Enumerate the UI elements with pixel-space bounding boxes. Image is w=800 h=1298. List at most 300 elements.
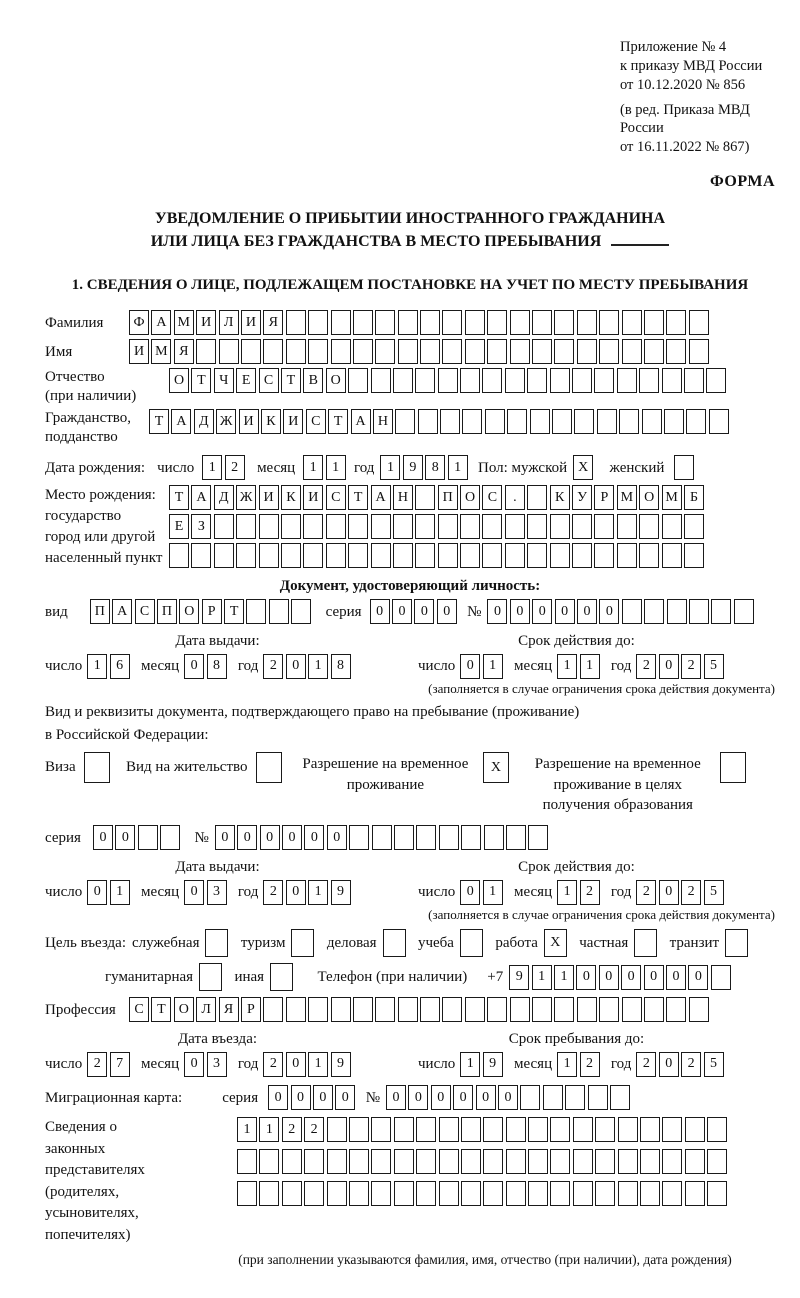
form-cell[interactable] <box>371 543 391 568</box>
form-cell[interactable] <box>554 997 574 1022</box>
form-cell[interactable] <box>684 368 704 393</box>
form-cell[interactable] <box>482 543 502 568</box>
form-cell[interactable]: И <box>259 485 279 510</box>
form-cell[interactable] <box>706 368 726 393</box>
form-cell[interactable]: 0 <box>599 599 619 624</box>
rvp-education-checkbox[interactable] <box>720 752 748 783</box>
permit-series-boxes[interactable] <box>93 825 183 850</box>
form-cell[interactable]: 2 <box>580 1052 600 1077</box>
form-cell[interactable]: 0 <box>87 880 107 905</box>
form-cell[interactable]: 0 <box>599 965 619 990</box>
form-cell[interactable] <box>440 409 460 434</box>
form-cell[interactable] <box>642 409 662 434</box>
form-cell[interactable]: Т <box>151 997 171 1022</box>
form-cell[interactable]: X <box>544 929 567 957</box>
form-cell[interactable] <box>599 310 619 335</box>
form-cell[interactable]: 0 <box>460 654 480 679</box>
form-cell[interactable]: 3 <box>207 880 227 905</box>
form-cell[interactable]: Т <box>149 409 169 434</box>
form-cell[interactable]: К <box>281 485 301 510</box>
form-cell[interactable]: М <box>151 339 171 364</box>
form-cell[interactable] <box>505 368 525 393</box>
form-cell[interactable]: Н <box>393 485 413 510</box>
form-cell[interactable] <box>634 929 657 957</box>
form-cell[interactable] <box>416 1181 436 1206</box>
form-cell[interactable] <box>622 310 642 335</box>
form-cell[interactable] <box>662 1181 682 1206</box>
form-cell[interactable] <box>639 368 659 393</box>
form-cell[interactable]: 0 <box>291 1085 311 1110</box>
form-cell[interactable] <box>644 310 664 335</box>
entry-month-boxes[interactable] <box>184 1052 229 1077</box>
form-cell[interactable] <box>331 310 351 335</box>
form-cell[interactable] <box>303 543 323 568</box>
form-cell[interactable] <box>666 339 686 364</box>
form-cell[interactable] <box>308 310 328 335</box>
form-cell[interactable] <box>304 1181 324 1206</box>
form-cell[interactable]: Т <box>348 485 368 510</box>
form-cell[interactable]: И <box>129 339 149 364</box>
form-cell[interactable]: 0 <box>184 1052 204 1077</box>
form-cell[interactable] <box>84 752 110 783</box>
form-cell[interactable] <box>442 997 462 1022</box>
form-cell[interactable]: Я <box>174 339 194 364</box>
form-cell[interactable] <box>461 1117 481 1142</box>
form-cell[interactable] <box>259 1149 279 1174</box>
name-boxes[interactable] <box>129 339 711 364</box>
form-cell[interactable]: Д <box>214 485 234 510</box>
form-cell[interactable] <box>282 1149 302 1174</box>
stay-day-boxes[interactable] <box>460 1052 505 1077</box>
form-cell[interactable]: 1 <box>380 455 400 480</box>
form-cell[interactable] <box>618 1117 638 1142</box>
form-cell[interactable]: 0 <box>304 825 324 850</box>
form-cell[interactable] <box>720 752 746 783</box>
form-cell[interactable] <box>418 409 438 434</box>
form-cell[interactable] <box>308 339 328 364</box>
form-cell[interactable]: 2 <box>225 455 245 480</box>
phone-boxes[interactable] <box>509 965 733 990</box>
form-cell[interactable] <box>286 310 306 335</box>
form-cell[interactable]: Е <box>236 368 256 393</box>
form-cell[interactable] <box>439 1181 459 1206</box>
form-cell[interactable] <box>505 514 525 539</box>
form-cell[interactable]: . <box>505 485 525 510</box>
form-cell[interactable] <box>461 825 481 850</box>
form-cell[interactable] <box>371 1117 391 1142</box>
form-cell[interactable] <box>353 310 373 335</box>
form-cell[interactable]: С <box>259 368 279 393</box>
form-cell[interactable] <box>711 599 731 624</box>
form-cell[interactable] <box>554 339 574 364</box>
form-cell[interactable] <box>438 514 458 539</box>
purpose-humanitarian-checkbox[interactable] <box>199 963 224 991</box>
form-cell[interactable]: 9 <box>509 965 529 990</box>
form-cell[interactable] <box>684 514 704 539</box>
form-cell[interactable]: 1 <box>448 455 468 480</box>
form-cell[interactable]: 0 <box>268 1085 288 1110</box>
form-cell[interactable]: Р <box>202 599 222 624</box>
form-cell[interactable] <box>664 409 684 434</box>
form-cell[interactable] <box>439 825 459 850</box>
form-cell[interactable]: 0 <box>576 965 596 990</box>
form-cell[interactable] <box>327 1149 347 1174</box>
birthplace-row1-boxes[interactable] <box>169 485 706 510</box>
form-cell[interactable]: 1 <box>308 880 328 905</box>
form-cell[interactable] <box>667 599 687 624</box>
form-cell[interactable]: 0 <box>184 654 204 679</box>
form-cell[interactable]: Д <box>194 409 214 434</box>
form-cell[interactable] <box>709 409 729 434</box>
form-cell[interactable]: 2 <box>263 880 283 905</box>
form-cell[interactable]: Я <box>219 997 239 1022</box>
form-cell[interactable] <box>662 543 682 568</box>
purpose-tourism-checkbox[interactable] <box>291 929 316 957</box>
legal-reps-row3-boxes[interactable] <box>237 1181 730 1206</box>
form-cell[interactable] <box>573 1149 593 1174</box>
form-cell[interactable] <box>599 997 619 1022</box>
form-cell[interactable] <box>372 825 392 850</box>
form-cell[interactable]: К <box>261 409 281 434</box>
surname-boxes[interactable] <box>129 310 711 335</box>
form-cell[interactable] <box>236 514 256 539</box>
form-cell[interactable]: Ж <box>236 485 256 510</box>
doc-valid-month-boxes[interactable] <box>557 654 602 679</box>
form-cell[interactable] <box>622 599 642 624</box>
form-cell[interactable] <box>420 339 440 364</box>
form-cell[interactable]: 0 <box>115 825 135 850</box>
form-cell[interactable]: 0 <box>286 1052 306 1077</box>
form-cell[interactable] <box>394 1149 414 1174</box>
form-cell[interactable]: 2 <box>636 654 656 679</box>
form-cell[interactable] <box>383 929 406 957</box>
form-cell[interactable] <box>326 543 346 568</box>
form-cell[interactable]: 0 <box>386 1085 406 1110</box>
form-cell[interactable]: 0 <box>510 599 530 624</box>
form-cell[interactable] <box>572 543 592 568</box>
form-cell[interactable] <box>617 368 637 393</box>
form-cell[interactable] <box>689 599 709 624</box>
form-cell[interactable] <box>577 310 597 335</box>
form-cell[interactable]: 3 <box>207 1052 227 1077</box>
form-cell[interactable] <box>303 514 323 539</box>
form-cell[interactable]: П <box>157 599 177 624</box>
stay-year-boxes[interactable] <box>636 1052 726 1077</box>
form-cell[interactable]: 0 <box>621 965 641 990</box>
form-cell[interactable]: 2 <box>282 1117 302 1142</box>
form-cell[interactable] <box>308 997 328 1022</box>
form-cell[interactable] <box>640 1181 660 1206</box>
form-cell[interactable] <box>331 997 351 1022</box>
form-cell[interactable]: 2 <box>263 1052 283 1077</box>
form-cell[interactable] <box>439 1149 459 1174</box>
form-cell[interactable] <box>662 514 682 539</box>
form-cell[interactable]: 0 <box>460 880 480 905</box>
citizenship-boxes[interactable] <box>149 409 731 434</box>
form-cell[interactable] <box>483 1181 503 1206</box>
form-cell[interactable]: 0 <box>666 965 686 990</box>
doc-valid-year-boxes[interactable] <box>636 654 726 679</box>
form-cell[interactable]: Л <box>196 997 216 1022</box>
form-cell[interactable] <box>199 963 222 991</box>
form-cell[interactable]: 0 <box>408 1085 428 1110</box>
residence-permit-checkbox[interactable] <box>256 752 284 783</box>
form-cell[interactable]: И <box>196 310 216 335</box>
form-cell[interactable]: Т <box>281 368 301 393</box>
form-cell[interactable] <box>506 1117 526 1142</box>
form-cell[interactable] <box>394 825 414 850</box>
form-cell[interactable]: 0 <box>260 825 280 850</box>
form-cell[interactable] <box>685 1181 705 1206</box>
form-cell[interactable]: 0 <box>215 825 235 850</box>
form-cell[interactable] <box>415 485 435 510</box>
form-cell[interactable] <box>482 368 502 393</box>
form-cell[interactable] <box>353 339 373 364</box>
form-cell[interactable] <box>572 514 592 539</box>
form-cell[interactable]: 0 <box>237 825 257 850</box>
form-cell[interactable] <box>420 997 440 1022</box>
form-cell[interactable]: Л <box>219 310 239 335</box>
form-cell[interactable] <box>236 543 256 568</box>
form-cell[interactable] <box>610 1085 630 1110</box>
form-cell[interactable] <box>465 339 485 364</box>
form-cell[interactable] <box>327 1117 347 1142</box>
form-cell[interactable] <box>219 339 239 364</box>
doc-type-boxes[interactable] <box>90 599 314 624</box>
form-cell[interactable] <box>711 965 731 990</box>
form-cell[interactable] <box>510 997 530 1022</box>
form-cell[interactable]: О <box>639 485 659 510</box>
form-cell[interactable] <box>263 339 283 364</box>
form-cell[interactable] <box>550 368 570 393</box>
form-cell[interactable]: 0 <box>313 1085 333 1110</box>
form-cell[interactable]: 0 <box>532 599 552 624</box>
form-cell[interactable]: 0 <box>431 1085 451 1110</box>
form-cell[interactable] <box>707 1149 727 1174</box>
form-cell[interactable] <box>375 310 395 335</box>
form-cell[interactable] <box>528 1149 548 1174</box>
form-cell[interactable]: А <box>151 310 171 335</box>
form-cell[interactable]: 0 <box>184 880 204 905</box>
doc-issue-day-boxes[interactable] <box>87 654 132 679</box>
birthplace-row2-boxes[interactable] <box>169 514 706 539</box>
form-cell[interactable]: Ф <box>129 310 149 335</box>
form-cell[interactable]: П <box>438 485 458 510</box>
form-cell[interactable] <box>460 543 480 568</box>
form-cell[interactable] <box>371 368 391 393</box>
form-cell[interactable]: 1 <box>308 654 328 679</box>
form-cell[interactable]: 1 <box>87 654 107 679</box>
entry-year-boxes[interactable] <box>263 1052 353 1077</box>
form-cell[interactable] <box>662 368 682 393</box>
form-cell[interactable] <box>506 1181 526 1206</box>
form-cell[interactable] <box>416 825 436 850</box>
form-cell[interactable] <box>689 997 709 1022</box>
form-cell[interactable] <box>550 1149 570 1174</box>
form-cell[interactable] <box>595 1117 615 1142</box>
form-cell[interactable]: А <box>351 409 371 434</box>
form-cell[interactable]: 0 <box>453 1085 473 1110</box>
form-cell[interactable]: Ж <box>216 409 236 434</box>
form-cell[interactable] <box>270 963 293 991</box>
form-cell[interactable]: 0 <box>555 599 575 624</box>
form-cell[interactable] <box>214 514 234 539</box>
form-cell[interactable]: 0 <box>392 599 412 624</box>
form-cell[interactable] <box>169 543 189 568</box>
form-cell[interactable] <box>666 997 686 1022</box>
form-cell[interactable]: 2 <box>263 654 283 679</box>
form-cell[interactable] <box>465 310 485 335</box>
form-cell[interactable]: 0 <box>437 599 457 624</box>
form-cell[interactable] <box>438 543 458 568</box>
form-cell[interactable] <box>639 543 659 568</box>
form-cell[interactable] <box>331 339 351 364</box>
form-cell[interactable] <box>461 1149 481 1174</box>
form-cell[interactable] <box>291 599 311 624</box>
form-cell[interactable]: 0 <box>286 654 306 679</box>
form-cell[interactable] <box>416 1149 436 1174</box>
form-cell[interactable]: И <box>303 485 323 510</box>
form-cell[interactable]: О <box>326 368 346 393</box>
doc-valid-day-boxes[interactable] <box>460 654 505 679</box>
form-cell[interactable]: 1 <box>580 654 600 679</box>
doc-series-boxes[interactable] <box>370 599 460 624</box>
form-cell[interactable] <box>707 1117 727 1142</box>
form-cell[interactable] <box>666 310 686 335</box>
form-cell[interactable]: 9 <box>403 455 423 480</box>
form-cell[interactable] <box>595 1181 615 1206</box>
form-cell[interactable] <box>707 1181 727 1206</box>
birth-year-boxes[interactable] <box>380 455 470 480</box>
form-cell[interactable] <box>269 599 289 624</box>
sex-male-checkbox[interactable] <box>573 455 595 480</box>
form-cell[interactable] <box>725 929 748 957</box>
form-cell[interactable] <box>572 368 592 393</box>
form-cell[interactable]: З <box>191 514 211 539</box>
form-cell[interactable]: 8 <box>331 654 351 679</box>
form-cell[interactable] <box>530 409 550 434</box>
form-cell[interactable] <box>662 1149 682 1174</box>
form-cell[interactable]: 0 <box>644 965 664 990</box>
purpose-private-checkbox[interactable] <box>634 929 659 957</box>
form-cell[interactable]: О <box>174 997 194 1022</box>
form-cell[interactable] <box>506 1149 526 1174</box>
form-cell[interactable] <box>550 514 570 539</box>
form-cell[interactable]: 1 <box>460 1052 480 1077</box>
form-cell[interactable]: 5 <box>704 880 724 905</box>
form-cell[interactable]: А <box>371 485 391 510</box>
form-cell[interactable] <box>214 543 234 568</box>
form-cell[interactable]: С <box>129 997 149 1022</box>
form-cell[interactable]: 1 <box>483 654 503 679</box>
form-cell[interactable]: 2 <box>580 880 600 905</box>
form-cell[interactable] <box>281 543 301 568</box>
legal-reps-row1-boxes[interactable] <box>237 1117 730 1142</box>
form-cell[interactable] <box>415 514 435 539</box>
form-cell[interactable]: 5 <box>704 654 724 679</box>
purpose-transit-checkbox[interactable] <box>725 929 750 957</box>
form-cell[interactable] <box>259 1181 279 1206</box>
form-cell[interactable] <box>662 1117 682 1142</box>
form-cell[interactable]: 2 <box>636 880 656 905</box>
form-cell[interactable] <box>594 368 614 393</box>
form-cell[interactable] <box>487 997 507 1022</box>
form-cell[interactable]: 0 <box>659 880 679 905</box>
form-cell[interactable] <box>138 825 158 850</box>
form-cell[interactable] <box>484 825 504 850</box>
form-cell[interactable]: 1 <box>308 1052 328 1077</box>
form-cell[interactable]: 0 <box>577 599 597 624</box>
form-cell[interactable] <box>348 368 368 393</box>
form-cell[interactable] <box>482 514 502 539</box>
form-cell[interactable]: П <box>90 599 110 624</box>
form-cell[interactable] <box>507 409 527 434</box>
form-cell[interactable]: 0 <box>370 599 390 624</box>
form-cell[interactable]: 9 <box>331 880 351 905</box>
form-cell[interactable]: 0 <box>498 1085 518 1110</box>
purpose-official-checkbox[interactable] <box>205 929 230 957</box>
form-cell[interactable] <box>527 368 547 393</box>
permit-issue-day-boxes[interactable] <box>87 880 132 905</box>
form-cell[interactable]: 2 <box>87 1052 107 1077</box>
form-cell[interactable]: А <box>171 409 191 434</box>
form-cell[interactable]: Т <box>169 485 189 510</box>
form-cell[interactable] <box>439 1117 459 1142</box>
form-cell[interactable]: 2 <box>304 1117 324 1142</box>
form-cell[interactable] <box>487 339 507 364</box>
profession-boxes[interactable] <box>129 997 711 1022</box>
form-cell[interactable] <box>371 1181 391 1206</box>
form-cell[interactable]: Р <box>241 997 261 1022</box>
form-cell[interactable] <box>398 310 418 335</box>
form-cell[interactable]: 8 <box>207 654 227 679</box>
form-cell[interactable] <box>644 599 664 624</box>
form-cell[interactable] <box>618 1181 638 1206</box>
form-cell[interactable]: Р <box>594 485 614 510</box>
form-cell[interactable] <box>415 368 435 393</box>
form-cell[interactable]: А <box>191 485 211 510</box>
form-cell[interactable] <box>196 339 216 364</box>
form-cell[interactable]: 1 <box>303 455 323 480</box>
birth-day-boxes[interactable] <box>202 455 247 480</box>
form-cell[interactable] <box>689 310 709 335</box>
form-cell[interactable] <box>565 1085 585 1110</box>
form-cell[interactable]: 2 <box>681 880 701 905</box>
form-cell[interactable]: X <box>483 752 509 783</box>
form-cell[interactable] <box>527 485 547 510</box>
form-cell[interactable]: 0 <box>659 654 679 679</box>
form-cell[interactable] <box>460 368 480 393</box>
form-cell[interactable] <box>371 514 391 539</box>
form-cell[interactable] <box>674 455 694 480</box>
form-cell[interactable] <box>506 825 526 850</box>
form-cell[interactable] <box>420 310 440 335</box>
doc-number-boxes[interactable] <box>487 599 756 624</box>
purpose-work-checkbox[interactable] <box>544 929 569 957</box>
form-cell[interactable] <box>398 339 418 364</box>
form-cell[interactable]: 8 <box>425 455 445 480</box>
form-cell[interactable] <box>485 409 505 434</box>
form-cell[interactable]: К <box>550 485 570 510</box>
rvp-checkbox[interactable] <box>483 752 511 783</box>
form-cell[interactable] <box>394 1117 414 1142</box>
form-cell[interactable] <box>326 514 346 539</box>
form-cell[interactable]: С <box>326 485 346 510</box>
form-cell[interactable] <box>594 514 614 539</box>
form-cell[interactable] <box>595 1149 615 1174</box>
form-cell[interactable] <box>528 1117 548 1142</box>
form-cell[interactable]: 1 <box>554 965 574 990</box>
